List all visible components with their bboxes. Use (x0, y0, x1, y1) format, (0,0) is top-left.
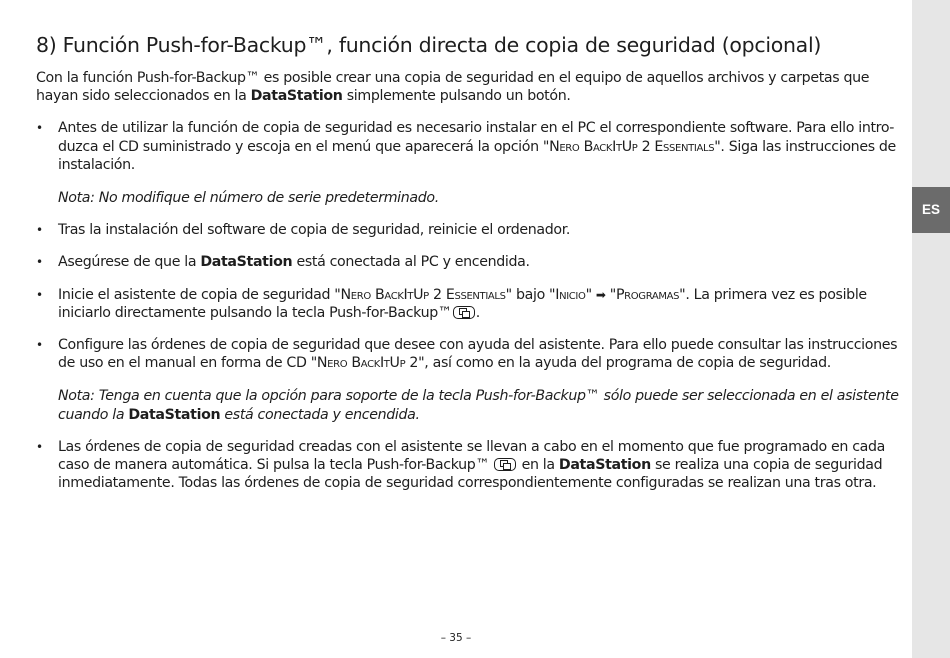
b5-note-before: Nota: Tenga en cuenta que la opción para soporte de la tecla Push-for-Backup™ sólo puede ser seleccionada en el asistente cuando la (58, 388, 899, 423)
page-number: – 35 – (440, 632, 472, 644)
b1-text-after: ". Siga las instrucciones de instalación. (58, 138, 896, 173)
push-for-backup-key-icon (494, 458, 516, 471)
b5-note-brand: DataStation (128, 406, 221, 423)
b4-text-end: . (475, 304, 480, 321)
b4-text-mid3: " (605, 286, 616, 303)
bullet-automatic-backup (36, 438, 900, 493)
push-for-backup-key-icon (453, 306, 475, 319)
b4-text-mid1: " bajo " (505, 286, 556, 303)
intro-paragraph (36, 69, 900, 105)
language-sidebar (912, 0, 950, 658)
bullet-configure (36, 336, 900, 424)
page-content (36, 30, 900, 506)
b6-text-after: se realiza una copia de seguridad inmediatamente. Todas las órdenes de copia de seguridad correspondientemente configuradas se realizan una tras otra. (58, 457, 883, 492)
bullet-start-wizard (36, 286, 900, 322)
right-arrow-icon: ➡ (595, 287, 606, 302)
section-title: 8) Función Push-for-Backup™, función directa de copia de seguridad (opcional) (36, 33, 822, 57)
intro-text-before: Con la función Push-for-Backup™ es posible crear una copia de seguridad en el equipo de aquellos archivos y carpetas que hayan sido seleccionados en la (36, 70, 870, 105)
b5-note-after: está conectada y encendida. (220, 406, 420, 423)
b3-brand: DataStation (200, 254, 293, 271)
b4-menu-programs: Programas (615, 286, 680, 303)
b6-brand: DataStation (558, 457, 651, 474)
intro-text-after: simplemente pulsando un botón. (342, 88, 571, 105)
b1-software-name: Nero BackItUp 2 Essentials (549, 138, 715, 155)
b5-note (58, 387, 900, 423)
b5-text-after: ", así como en la ayuda del programa de copia de seguridad. (418, 355, 831, 372)
b1-note: Nota: No modifique el número de serie predeterminado. (58, 190, 439, 207)
b6-text-mid: en la (517, 457, 559, 474)
b3-text-after: está conectada al PC y encendida. (292, 254, 530, 271)
b4-text-mid2: " (585, 286, 596, 303)
b6-text-before: Las órdenes de copia de seguridad creadas con el asistente se llevan a cabo en el momento que fue programado en cada caso de manera automática. Si pulsa la tecla Push-for-Backup™ (58, 438, 886, 474)
bullet-restart (36, 221, 900, 239)
b5-text-before: Configure las órdenes de copia de seguridad que desee con ayuda del asistente. Para ello puede consultar las instrucciones de uso en el manual en forma de CD " (58, 337, 898, 372)
bullet-list (36, 119, 900, 492)
b4-text-before: Inicie el asistente de copia de seguridad " (58, 286, 341, 303)
b2-text: • Tras la instalación del software de copia de seguridad, reinicie el ordenador. (58, 222, 571, 239)
b5-software-name: Nero BackItUp 2 (316, 355, 419, 372)
b3-text-before: Asegúrese de que la (58, 254, 201, 271)
intro-brand: DataStation (250, 88, 343, 105)
b1-text-before: Antes de utilizar la función de copia de seguridad es necesario instalar en el PC el correspondiente software. Para ello introduzca el CD suministrado y escoja en el menú que aparecerá la opción " (58, 120, 895, 155)
b4-text-after: ". La primera vez es posible iniciarlo directamente pulsando la tecla Push-for-Backup™ (58, 286, 867, 321)
b4-menu-start: Inicio (555, 286, 586, 303)
bullet-install-software (36, 119, 900, 207)
b4-software-name: Nero BackItUp 2 Essentials (340, 286, 506, 303)
bullet-connect (36, 253, 900, 271)
language-tab: ES (912, 187, 950, 233)
